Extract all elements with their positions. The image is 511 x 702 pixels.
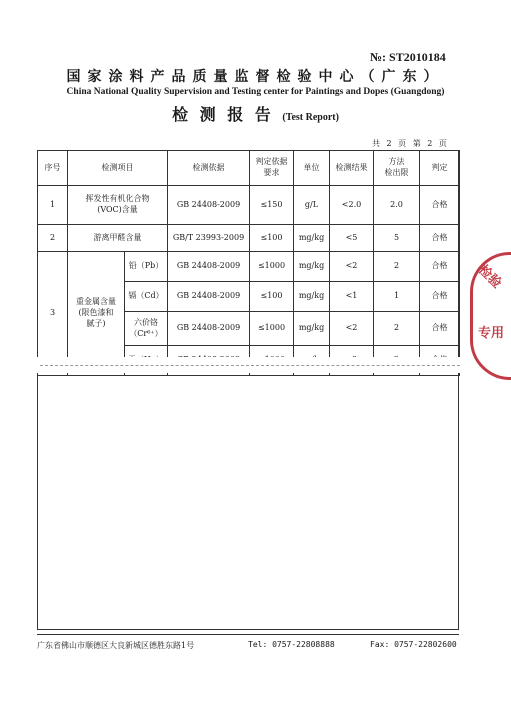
group-line2: (限色漆和 — [78, 308, 114, 318]
header-limit-line1: 判定依据 — [255, 157, 288, 167]
row-verdict: 合格 — [420, 225, 460, 252]
row-sub-item — [125, 312, 168, 346]
header-no: 序号 — [38, 151, 68, 186]
row-unit: mg/kg — [294, 312, 330, 346]
table-row — [38, 252, 460, 282]
report-title-en: (Test Report) — [282, 112, 339, 123]
row-result: <2 — [330, 252, 374, 282]
row-verdict: 合格 — [420, 186, 460, 225]
row-detection-limit: 2.0 — [374, 186, 420, 225]
page-info: 共 2 页 第 2 页 — [372, 139, 449, 148]
header-item: 检测项目 — [68, 151, 168, 186]
header-dl-line2: 检出限 — [384, 168, 409, 177]
row-no: 3 — [38, 252, 68, 376]
org-name-en: China National Quality Supervision and Testing center for Paintings and Dopes (Guangdong) — [66, 87, 445, 97]
row-basis: GB 24408-2009 — [168, 252, 250, 282]
row-detection-limit: 2 — [374, 252, 420, 282]
report-number: №: ST2010184 — [370, 50, 446, 64]
row-item-line1: 挥发性有机化合物 — [85, 194, 150, 204]
row-verdict: 合格 — [420, 282, 460, 312]
header-verdict: 判定 — [420, 151, 460, 186]
row-unit: mg/kg — [294, 225, 330, 252]
header-dl-line1: 方法 — [388, 157, 405, 167]
header-limit-line2: 要求 — [263, 168, 280, 177]
group-line3: 腻子) — [86, 318, 106, 328]
row-limit: ≤100 — [250, 282, 294, 312]
stamp-text-top: 检验 — [475, 262, 505, 292]
report-title-cn: 检 测 报 告 — [172, 105, 274, 124]
row-unit: mg/kg — [294, 252, 330, 282]
sub-item-line2: （Cr⁶⁺） — [129, 328, 163, 338]
row-detection-limit: 5 — [374, 225, 420, 252]
table-row — [38, 225, 460, 252]
row-item-line2: (VOC)含量 — [97, 205, 138, 214]
header-detection-limit — [374, 151, 420, 186]
header-unit: 单位 — [294, 151, 330, 186]
row-basis: GB 24408-2009 — [168, 186, 250, 225]
results-table — [37, 150, 460, 376]
org-name-cn: 国家涂料产品质量监督检验中心（广东） — [66, 69, 445, 85]
row-verdict: 合格 — [420, 252, 460, 282]
header-limit — [250, 151, 294, 186]
row-result: <5 — [330, 225, 374, 252]
row-item — [68, 186, 168, 225]
row-basis: GB 24408-2009 — [168, 282, 250, 312]
row-sub-item: 铅（Pb） — [125, 252, 168, 282]
header-basis: 检测依据 — [168, 151, 250, 186]
footer-tel: Tel: 0757-22808888 — [248, 640, 335, 649]
row-limit: ≤150 — [250, 186, 294, 225]
report-title — [0, 102, 511, 125]
row-basis: GB 24408-2009 — [168, 312, 250, 346]
sub-item-line1: 六价铬 — [134, 317, 158, 327]
row-result: <2 — [330, 312, 374, 346]
row-limit: ≤1000 — [250, 252, 294, 282]
table-row — [38, 186, 460, 225]
row-limit: ≤100 — [250, 225, 294, 252]
row-result: <1 — [330, 282, 374, 312]
row-item: 游离甲醛含量 — [68, 225, 168, 252]
row-no: 2 — [38, 225, 68, 252]
row-unit: mg/kg — [294, 282, 330, 312]
row-verdict: 合格 — [420, 312, 460, 346]
group-line1: 重金属含量 — [76, 297, 116, 307]
footer-fax: Fax: 0757-22802600 — [370, 640, 457, 649]
scan-tear-line — [40, 365, 460, 366]
row-limit: ≤1000 — [250, 312, 294, 346]
row-sub-item: 镉（Cd） — [125, 282, 168, 312]
table-header-row — [38, 151, 460, 186]
row-basis: GB/T 23993-2009 — [168, 225, 250, 252]
footer-address: 广东省佛山市顺德区大良新城区德胜东路1号 — [37, 641, 195, 650]
row-result: <2.0 — [330, 186, 374, 225]
header-result: 检测结果 — [330, 151, 374, 186]
row-detection-limit: 1 — [374, 282, 420, 312]
row-unit: g/L — [294, 186, 330, 225]
row-detection-limit: 2 — [374, 312, 420, 346]
footer-divider — [37, 634, 459, 635]
row-no: 1 — [38, 186, 68, 225]
stamp-text-bottom: 专用 — [478, 326, 505, 341]
